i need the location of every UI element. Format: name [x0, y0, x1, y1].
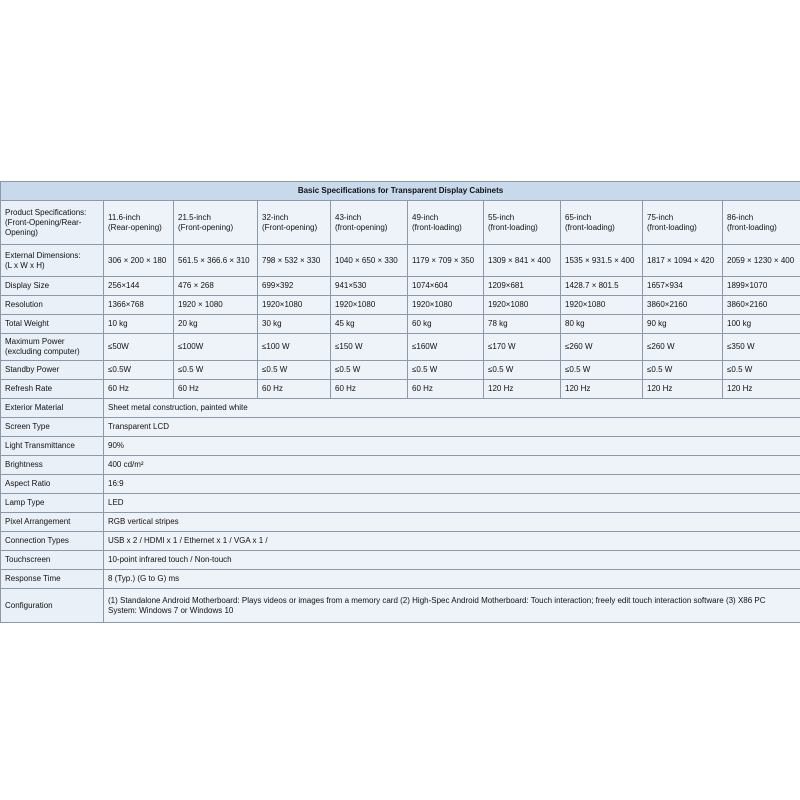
- spec-cell: 1209×681: [484, 277, 561, 296]
- spec-cell: 1817 × 1094 × 420: [643, 245, 723, 277]
- spec-cell: ≤0.5 W: [258, 361, 331, 380]
- spec-cell: RGB vertical stripes: [104, 513, 800, 532]
- row-label: Response Time: [1, 570, 104, 589]
- spec-cell: 100 kg: [723, 315, 800, 334]
- row-label: Connection Types: [1, 532, 104, 551]
- spec-cell: 1428.7 × 801.5: [561, 277, 643, 296]
- spec-cell: 78 kg: [484, 315, 561, 334]
- table-title-row: [1, 182, 800, 201]
- spec-cell: 941×530: [331, 277, 408, 296]
- spec-cell: 1040 × 650 × 330: [331, 245, 408, 277]
- spec-cell: LED: [104, 494, 800, 513]
- row-label: Refresh Rate: [1, 380, 104, 399]
- spec-cell: 65-inch (front-loading): [561, 201, 643, 245]
- spec-row: [1, 296, 800, 315]
- spec-row: [1, 513, 800, 532]
- spec-cell: 1366×768: [104, 296, 174, 315]
- spec-cell: ≤150 W: [331, 334, 408, 361]
- spec-cell: 10 kg: [104, 315, 174, 334]
- spec-cell: 90 kg: [643, 315, 723, 334]
- spec-cell: ≤0.5 W: [643, 361, 723, 380]
- row-label: Screen Type: [1, 418, 104, 437]
- spec-cell: 476 × 268: [174, 277, 258, 296]
- spec-cell: 16:9: [104, 475, 800, 494]
- spec-row: [1, 418, 800, 437]
- spec-cell: 60 Hz: [174, 380, 258, 399]
- spec-cell: 75-inch (front-loading): [643, 201, 723, 245]
- spec-cell: 60 Hz: [104, 380, 174, 399]
- spec-cell: 120 Hz: [484, 380, 561, 399]
- spec-cell: 20 kg: [174, 315, 258, 334]
- spec-cell: 120 Hz: [723, 380, 800, 399]
- spec-row: [1, 475, 800, 494]
- spec-row: [1, 399, 800, 418]
- row-label: Resolution: [1, 296, 104, 315]
- spec-cell: 49-inch (front-loading): [408, 201, 484, 245]
- spec-cell: ≤50W: [104, 334, 174, 361]
- spec-cell: 1899×1070: [723, 277, 800, 296]
- row-label: Touchscreen: [1, 551, 104, 570]
- spec-cell: ≤100W: [174, 334, 258, 361]
- spec-cell: 32-inch (Front-opening): [258, 201, 331, 245]
- spec-cell: (1) Standalone Android Motherboard: Plays videos or images from a memory card (2) High-Spec Android Motherboard: Touch interaction; freely edit touch interaction software (3) X86 PC System: Windows 7 or Windows 10: [104, 589, 800, 623]
- spec-row: [1, 437, 800, 456]
- spec-cell: 60 kg: [408, 315, 484, 334]
- spec-table: [0, 181, 800, 623]
- spec-cell: 86-inch (front-loading): [723, 201, 800, 245]
- row-label: Maximum Power (excluding computer): [1, 334, 104, 361]
- spec-row: [1, 334, 800, 361]
- spec-cell: 120 Hz: [561, 380, 643, 399]
- spec-row: [1, 361, 800, 380]
- spec-table-wrapper: [0, 181, 800, 623]
- row-label: Aspect Ratio: [1, 475, 104, 494]
- row-label: External Dimensions: (L x W x H): [1, 245, 104, 277]
- spec-cell: 1920×1080: [258, 296, 331, 315]
- spec-cell: 10-point infrared touch / Non-touch: [104, 551, 800, 570]
- row-label: Configuration: [1, 589, 104, 623]
- spec-row: [1, 494, 800, 513]
- spec-cell: Sheet metal construction, painted white: [104, 399, 800, 418]
- spec-cell: ≤350 W: [723, 334, 800, 361]
- spec-cell: ≤260 W: [561, 334, 643, 361]
- spec-cell: ≤170 W: [484, 334, 561, 361]
- spec-cell: 1920×1080: [484, 296, 561, 315]
- spec-cell: 60 Hz: [408, 380, 484, 399]
- spec-cell: ≤0.5 W: [484, 361, 561, 380]
- table-title: Basic Specifications for Transparent Display Cabinets: [1, 182, 800, 201]
- spec-cell: 3860×2160: [643, 296, 723, 315]
- spec-cell: Transparent LCD: [104, 418, 800, 437]
- spec-cell: 400 cd/m²: [104, 456, 800, 475]
- spec-row: [1, 315, 800, 334]
- row-label: Product Specifications: (Front-Opening/Rear-Opening): [1, 201, 104, 245]
- spec-cell: 43-inch (front-opening): [331, 201, 408, 245]
- spec-cell: 8 (Typ.) (G to G) ms: [104, 570, 800, 589]
- spec-cell: ≤0.5W: [104, 361, 174, 380]
- spec-cell: 60 Hz: [258, 380, 331, 399]
- spec-cell: ≤160W: [408, 334, 484, 361]
- spec-cell: 21.5-inch (Front-opening): [174, 201, 258, 245]
- spec-cell: 30 kg: [258, 315, 331, 334]
- spec-cell: 1309 × 841 × 400: [484, 245, 561, 277]
- spec-row: [1, 589, 800, 623]
- spec-cell: 55-inch (front-loading): [484, 201, 561, 245]
- spec-cell: 11.6-inch (Rear-opening): [104, 201, 174, 245]
- row-label: Exterior Material: [1, 399, 104, 418]
- spec-cell: 1535 × 931.5 × 400: [561, 245, 643, 277]
- spec-cell: 80 kg: [561, 315, 643, 334]
- spec-row: [1, 456, 800, 475]
- spec-cell: 798 × 532 × 330: [258, 245, 331, 277]
- spec-row: [1, 551, 800, 570]
- spec-cell: 45 kg: [331, 315, 408, 334]
- spec-cell: 561.5 × 366.6 × 310: [174, 245, 258, 277]
- row-label: Display Size: [1, 277, 104, 296]
- row-label: Brightness: [1, 456, 104, 475]
- spec-cell: 256×144: [104, 277, 174, 296]
- spec-cell: ≤0.5 W: [331, 361, 408, 380]
- spec-cell: 1920×1080: [408, 296, 484, 315]
- spec-cell: 1920 × 1080: [174, 296, 258, 315]
- spec-cell: 2059 × 1230 × 400: [723, 245, 800, 277]
- spec-cell: 60 Hz: [331, 380, 408, 399]
- spec-row: [1, 245, 800, 277]
- spec-cell: ≤0.5 W: [174, 361, 258, 380]
- spec-row: [1, 201, 800, 245]
- row-label: Standby Power: [1, 361, 104, 380]
- spec-cell: 1657×934: [643, 277, 723, 296]
- spec-cell: 1920×1080: [331, 296, 408, 315]
- spec-cell: ≤0.5 W: [561, 361, 643, 380]
- row-label: Light Transmittance: [1, 437, 104, 456]
- spec-cell: 1179 × 709 × 350: [408, 245, 484, 277]
- spec-cell: ≤100 W: [258, 334, 331, 361]
- spec-cell: 1074×604: [408, 277, 484, 296]
- row-label: Total Weight: [1, 315, 104, 334]
- spec-cell: 90%: [104, 437, 800, 456]
- spec-cell: ≤0.5 W: [723, 361, 800, 380]
- spec-cell: USB x 2 / HDMI x 1 / Ethernet x 1 / VGA x 1 /: [104, 532, 800, 551]
- spec-cell: 306 × 200 × 180: [104, 245, 174, 277]
- row-label: Pixel Arrangement: [1, 513, 104, 532]
- row-label: Lamp Type: [1, 494, 104, 513]
- spec-cell: 3860×2160: [723, 296, 800, 315]
- spec-cell: 120 Hz: [643, 380, 723, 399]
- spec-cell: 699×392: [258, 277, 331, 296]
- spec-row: [1, 380, 800, 399]
- spec-row: [1, 532, 800, 551]
- spec-cell: ≤260 W: [643, 334, 723, 361]
- spec-row: [1, 277, 800, 296]
- spec-cell: ≤0.5 W: [408, 361, 484, 380]
- spec-row: [1, 570, 800, 589]
- spec-cell: 1920×1080: [561, 296, 643, 315]
